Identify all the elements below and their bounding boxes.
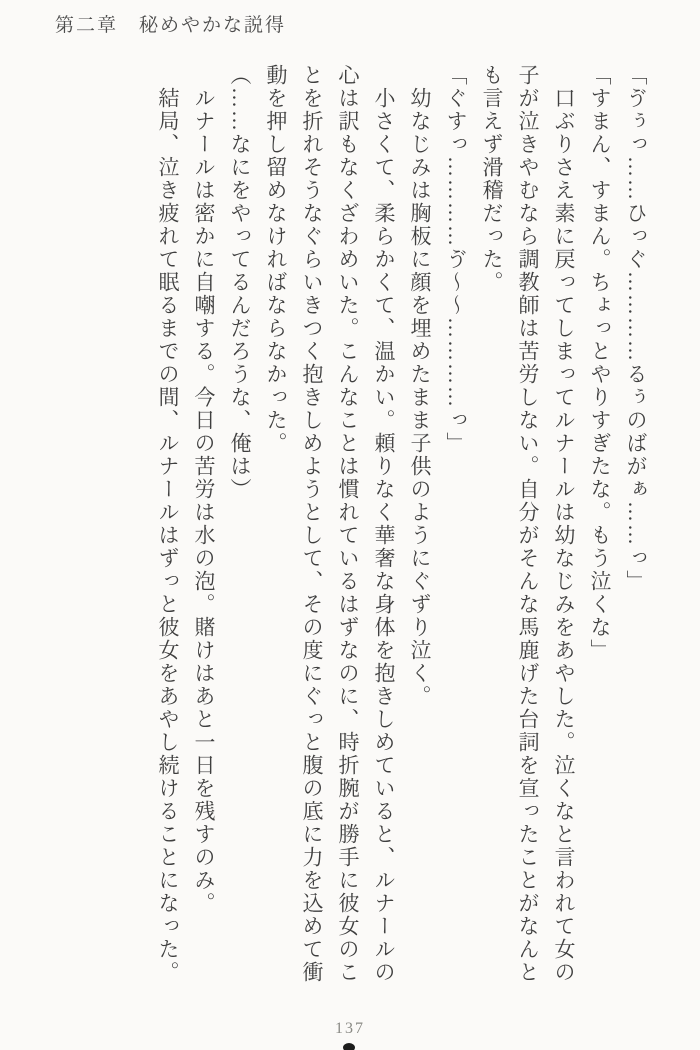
paragraph: 「ぐすっ…………ゔ～～…………っ」 — [444, 64, 468, 455]
paragraph: 口ぶりさえ素に戻ってしまってルナールは幼なじみをあやした。泣くなと言われて女の子が泣きやむなら調教師は苦労しない。自分がそんな馬鹿げた台詞を宣ったことがなんとも言えず滑稽だった。 — [480, 64, 576, 984]
page-number: 137 — [335, 1020, 365, 1037]
paragraph: 「ゔぅっ……ひっぐ…………るぅのばがぁ……っ」 — [624, 64, 648, 593]
paragraph: （……なにをやってるんだろうな、俺は） — [228, 64, 252, 501]
paragraph: 「すまん、すまん。ちょっとやりすぎたな。もう泣くな」 — [588, 64, 612, 662]
paragraph: 幼なじみは胸板に顔を埋めたまま子供のようにぐずり泣く。 — [408, 87, 432, 708]
paragraph: 小さくて、柔らかくて、温かい。頼りなく華奢な身体を抱きしめていると、ルナールの心は訳もなくざわめいた。こんなことは慣れているはずなのに、時折腕が勝手に彼女のことを折れそうなぐらいきつく抱きしめようとして、その度にぐっと腹の底に力を込めて衝動を押し留めなければならなかった。 — [264, 64, 396, 984]
paragraph: ルナールは密かに自嘲する。今日の苦労は水の泡。賭けはあと一日を残すのみ。 — [192, 87, 216, 915]
chapter-header: 第二章 秘めやかな説得 — [55, 15, 287, 36]
page-marker-dot — [343, 1043, 355, 1050]
paragraph: 結局、泣き疲れて眠るまでの間、ルナールはずっと彼女をあやし続けることになった。 — [156, 87, 180, 984]
vertical-text-block — [150, 64, 654, 988]
